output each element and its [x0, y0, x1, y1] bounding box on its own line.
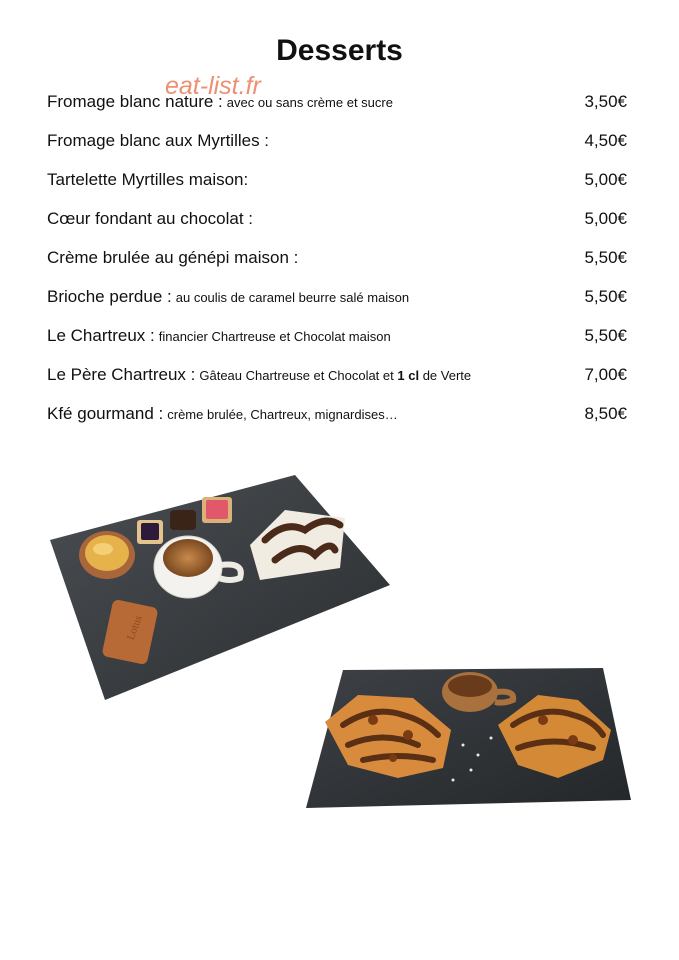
- item-price: 7,00€: [584, 365, 627, 384]
- item-name: Brioche perdue :: [47, 287, 172, 306]
- item-name: Tartelette Myrtilles maison:: [47, 170, 249, 189]
- biscuit-text: Lotus: [124, 614, 145, 642]
- item-price: 5,50€: [584, 248, 627, 267]
- menu-item: [47, 92, 627, 131]
- item-name: Crème brulée au génépi maison :: [47, 248, 299, 267]
- menu-item: [47, 131, 627, 170]
- item-name: Cœur fondant au chocolat :: [47, 209, 254, 228]
- item-price: 8,50€: [584, 404, 627, 423]
- menu-item: [47, 287, 627, 326]
- item-price: 5,00€: [584, 170, 627, 189]
- menu-item: [47, 404, 627, 443]
- item-price: 5,50€: [584, 287, 627, 306]
- item-description: Gâteau Chartreuse et Chocolat et 1 cl de Verte: [199, 368, 472, 383]
- menu-item: [47, 365, 627, 404]
- item-description: au coulis de caramel beurre salé maison: [175, 290, 410, 305]
- item-price: 3,50€: [584, 92, 627, 111]
- item-description: crème brulée, Chartreux, mignardises…: [167, 407, 398, 422]
- item-name: Kfé gourmand :: [47, 404, 164, 423]
- watermark: eat-list.fr: [165, 72, 261, 100]
- item-description: avec ou sans crème et sucre: [226, 95, 393, 110]
- item-name: Fromage blanc aux Myrtilles :: [47, 131, 270, 150]
- brioche-perdue-photo: [303, 660, 633, 810]
- menu-list: [47, 92, 627, 443]
- item-name: Le Père Chartreux :: [47, 365, 196, 384]
- menu-item: [47, 326, 627, 365]
- item-name: Fromage blanc nature :: [47, 92, 223, 111]
- item-price: 5,00€: [584, 209, 627, 228]
- menu-item: [47, 170, 627, 209]
- page-title: Desserts: [276, 34, 403, 67]
- item-description: financier Chartreuse et Chocolat maison: [158, 329, 391, 344]
- menu-item: [47, 248, 627, 287]
- item-price: 5,50€: [584, 326, 627, 345]
- item-name: Le Chartreux :: [47, 326, 155, 345]
- item-price: 4,50€: [584, 131, 627, 150]
- menu-item: [47, 209, 627, 248]
